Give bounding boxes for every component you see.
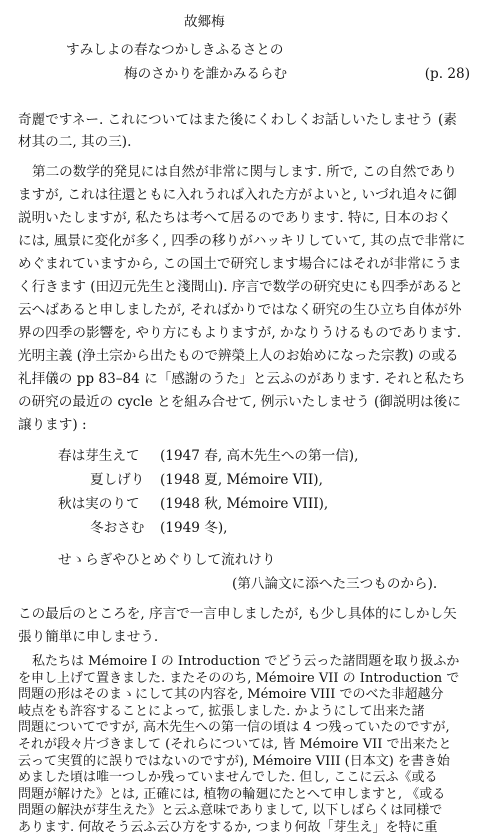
para4-line: 云って実質的に誤りではないのですが), Mémoire VIII (日本文) を書き始 — [18, 753, 450, 769]
para3-line: 張り簡単に申しませう. — [18, 629, 159, 645]
para4-line: を申し上げて置きました. またそののち, Mémoire VII の Introduction で — [18, 670, 460, 686]
para3-line: この最后のところを, 序言で一言申しましたが, も少し具体的にしかし矢 — [18, 606, 457, 622]
para2-line: 光明主義 (浄土宗から出たもので辨榮上人のお始めになった宗教) の或る — [18, 348, 459, 364]
para4-line: それが段々片づきまして (それらについては, 皆 Mémoire VII で出来たと — [18, 737, 452, 752]
poem-line-1: すみしよの春なつかしきふるさとの — [66, 42, 284, 58]
para2-line: には, 風景に変化が多く, 四季の移りがハッキリしていて, 其の点で非常に — [18, 233, 466, 249]
verse-line-3a: 秋は実のりて — [58, 496, 140, 512]
para2-line: 説明いたしますが, 私たちは考へて居るのであります. 特に, 日本のおく — [18, 210, 452, 226]
para2-line: ますが, これは往還ともに入れうれば入れた方がよいと, いづれ追々に御 — [18, 187, 457, 203]
verse-line-1b: (1947 春, 高木先生への第一信), — [160, 448, 359, 464]
verse-closing-note: (第八論文に添へた三つものから). — [232, 576, 438, 592]
poem-line-2-text: 梅のさかりを誰かみるらむ — [124, 66, 288, 82]
poem-title: 故郷梅 — [184, 14, 225, 30]
para4-line: 問題の形はそのまゝにして其の内容を, Mémoire VIII でのべた非超越分 — [18, 687, 444, 703]
para4-line: 岐点をも許容することによって, 拡張しました. かようにして出来た諸 — [18, 703, 425, 719]
para1-line: 奇麗ですネー. これについてはまた後にくわしくお話しいたしませう (素 — [18, 112, 457, 128]
para1-line: 材其の二, 其の三). — [18, 134, 132, 150]
para2-line: 礼拝儀の pp 83–84 に「感謝のうた」と云ふのがあります. それと私たち — [18, 371, 466, 387]
para2-line: の研究の最近の cycle とを組み合せて, 例示いたしませう (御説明は後に — [18, 394, 461, 410]
verse-line-4b: (1949 冬), — [160, 520, 228, 536]
verse-line-2b: (1948 夏, Mémoire VII), — [160, 472, 323, 488]
poem-line-2 — [124, 64, 470, 84]
para4-line: 私たちは Mémoire I の Introduction でどう云った諸問題を取り扱ふか — [32, 654, 460, 669]
para2-line: 譲ります) : — [18, 417, 87, 433]
para2-line: 界の四季の影響を, やり方にもよりますが, かなりうけるものであります. — [18, 325, 462, 341]
para2-line: めぐまれていますから, この国土で研究します場合にはそれが非常にうま — [18, 256, 462, 272]
para2-line: く行きます (田辺元先生と淺間山). 序言で数学の研究史にも四季があると — [18, 279, 463, 295]
para4-line: めました頃は唯一つしか残っていませんでした. 但し, ここに云ふ《或る — [18, 770, 438, 786]
verse-line-4a: 冬おさむ — [90, 520, 145, 536]
para2-line: 第二の数学的発見には自然が非常に関与します. 所で, この自然であり — [32, 164, 458, 180]
verse-line-1a: 春は芽生えて — [58, 448, 140, 464]
para4-line: 問題が解けた》とは, 正確には, 植物の輪廻にたとへて申しますと, 《或る — [18, 786, 446, 802]
verse-closing-line: せゝらぎやひとめぐりして流れけり — [58, 552, 276, 568]
verse-line-3b: (1948 秋, Mémoire VIII), — [160, 496, 329, 512]
para2-line: 云へばあると申しましたが, そればかりではなく研究の生ひ立ち自体が外 — [18, 302, 462, 318]
para4-line: 問題についてですが, 高木先生への第一信の頃は 4 つ残っていたのですが, — [18, 720, 450, 736]
para4-line: 問題の解決が芽生えた》と云ふ意味でありまして, 以下しばらくは同様で — [18, 803, 443, 819]
page-reference: (p. 28) — [424, 66, 470, 82]
para4-line: あります. 何故そう云ふ云ひ方をするか, つまり何故「芽生え」を特に重 — [18, 820, 438, 835]
verse-line-2a: 夏しげり — [90, 472, 145, 488]
